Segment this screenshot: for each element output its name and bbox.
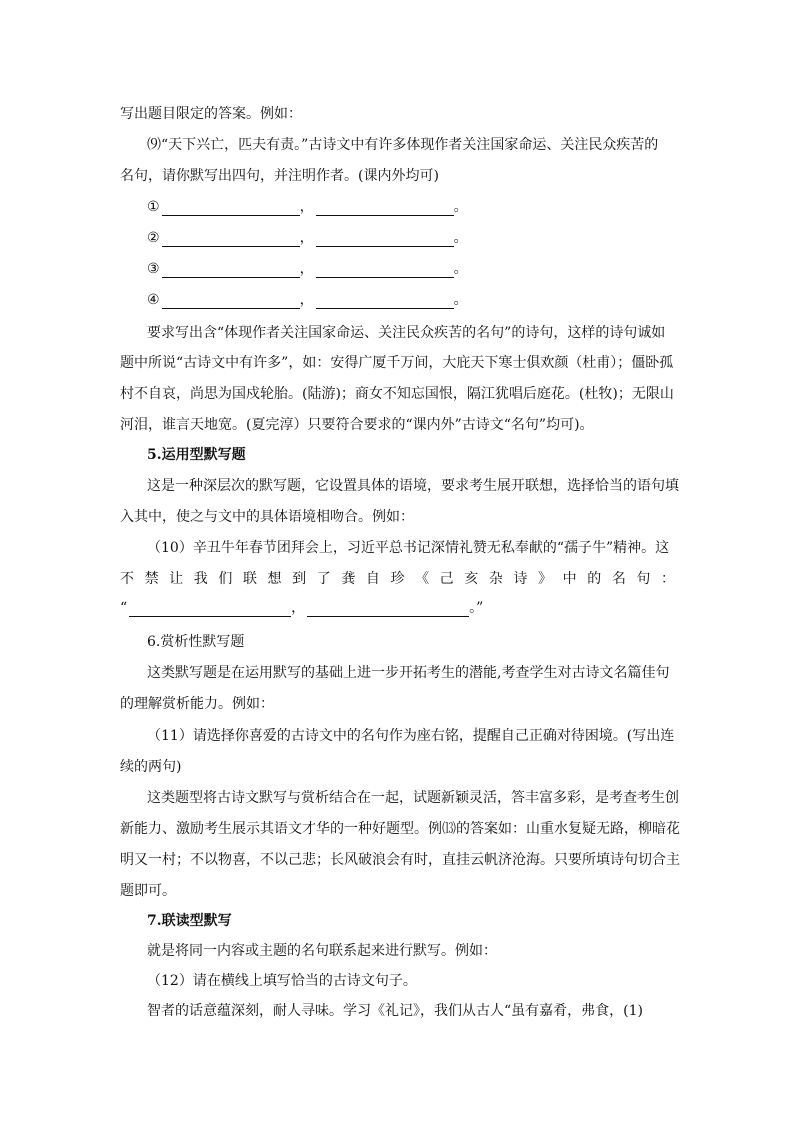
fill-blank[interactable]: [162, 201, 300, 216]
text-line: 这类默写题是在运用默写的基础上进一步开拓考生的潜能,考查学生对古诗文名篇佳句: [147, 665, 670, 681]
answer-row-1: [147, 198, 468, 216]
period: 。: [453, 230, 468, 246]
fill-blank[interactable]: [316, 263, 454, 278]
text-line: 入其中，使之与文中的具体语境相吻合。例如：: [120, 509, 414, 525]
text-line: 写出题目限定的答案。例如：: [120, 106, 302, 122]
text-line: 这是一种深层次的默写题，它设置具体的语境，要求考生展开联想，选择恰当的语句填: [147, 478, 679, 494]
text-line: 不禁让我们联想到了龚自珍《己亥杂诗》中的名句：: [120, 571, 675, 587]
item-marker: ③: [147, 261, 160, 277]
fill-blank[interactable]: [316, 294, 454, 309]
text-line: 续的两句): [120, 759, 182, 775]
comma: ，: [291, 600, 306, 616]
text-line: ⑼“天下兴亡，匹夫有责。”古诗文中有许多体现作者关注国家命运、关注民众疾苦的: [147, 137, 659, 153]
text-line: 明又一村；不以物喜，不以己悲；长风破浪会有时，直挂云帆济沧海。只要所填诗句切合主: [120, 852, 680, 868]
fill-blank[interactable]: [162, 294, 300, 309]
fill-blank[interactable]: [129, 602, 291, 617]
answer-row-3: [147, 260, 468, 278]
text-line: 题即可。: [120, 883, 176, 899]
answer-row-4: [147, 291, 468, 309]
comma: ，: [299, 261, 314, 277]
item-marker: ②: [147, 230, 160, 246]
answer-row-2: [147, 229, 468, 247]
text-line: 村不自哀，尚思为国戍轮胎。(陆游)；商女不知忘国恨，隔江犹唱后庭花。(杜牧)；无限山: [120, 386, 674, 402]
comma: ，: [299, 292, 314, 308]
text-line: 要求写出含“体现作者关注国家命运、关注民众疾苦的名句”的诗句，这样的诗句诚如: [147, 325, 666, 341]
close-quote: 。”: [469, 600, 484, 616]
fill-blank[interactable]: [307, 602, 469, 617]
text-line: （10）辛丑牛年春节团拜会上，习近平总书记深情礼赞无私奉献的“孺子牛”精神。这: [147, 540, 670, 556]
text-line: 题中所说“古诗文中有许多”，如：安得广厦千万间，大庇天下寒士俱欢颜（杜甫）；僵卧孤: [120, 355, 674, 371]
item-marker: ①: [147, 199, 160, 215]
text-line: 河泪，谁言天地宽。(夏完淳）只要符合要求的“课内外”古诗文“名句”均可)。: [120, 417, 594, 433]
comma: ，: [299, 199, 314, 215]
section-heading: 7.联读型默写: [147, 913, 232, 929]
text-line: 这类题型将古诗文默写与赏析结合在一起，试题新颖灵活，答丰富多彩，是考查考生创: [147, 790, 679, 806]
item-marker: ④: [147, 292, 160, 308]
section-heading: 5.运用型默写题: [147, 447, 246, 463]
open-quote: “: [120, 600, 128, 616]
text-line: （12）请在横线上填写恰当的古诗文句子。: [147, 973, 417, 989]
fill-blank[interactable]: [316, 232, 454, 247]
text-line: 智者的话意蕴深刻，耐人寻味。学习《礼记》，我们从古人“虽有嘉肴，弗食，(1): [147, 1003, 643, 1019]
text-line: 就是将同一内容或主题的名句联系起来进行默写。例如：: [147, 943, 497, 959]
period: 。: [453, 261, 468, 277]
fill-blank[interactable]: [162, 232, 300, 247]
period: 。: [453, 199, 468, 215]
text-line: （11）请选择你喜爱的古诗文中的名句作为座右铭，提醒自己正确对待困境。(写出连: [147, 728, 675, 744]
text-line: 名句，请你默写出四句，并注明作者。(课内外均可): [120, 168, 439, 184]
text-line: 的理解赏析能力。例如：: [120, 696, 274, 712]
comma: ，: [299, 230, 314, 246]
section-heading: 6.赏析性默写题: [147, 634, 245, 650]
fill-blank[interactable]: [162, 263, 300, 278]
fill-blank[interactable]: [316, 201, 454, 216]
quote-answer-row: [120, 599, 483, 617]
period: 。: [453, 292, 468, 308]
text-line: 新能力、激励考生展示其语文才华的一种好题型。例⒀的答案如：山重水复疑无路，柳暗花: [120, 821, 680, 837]
